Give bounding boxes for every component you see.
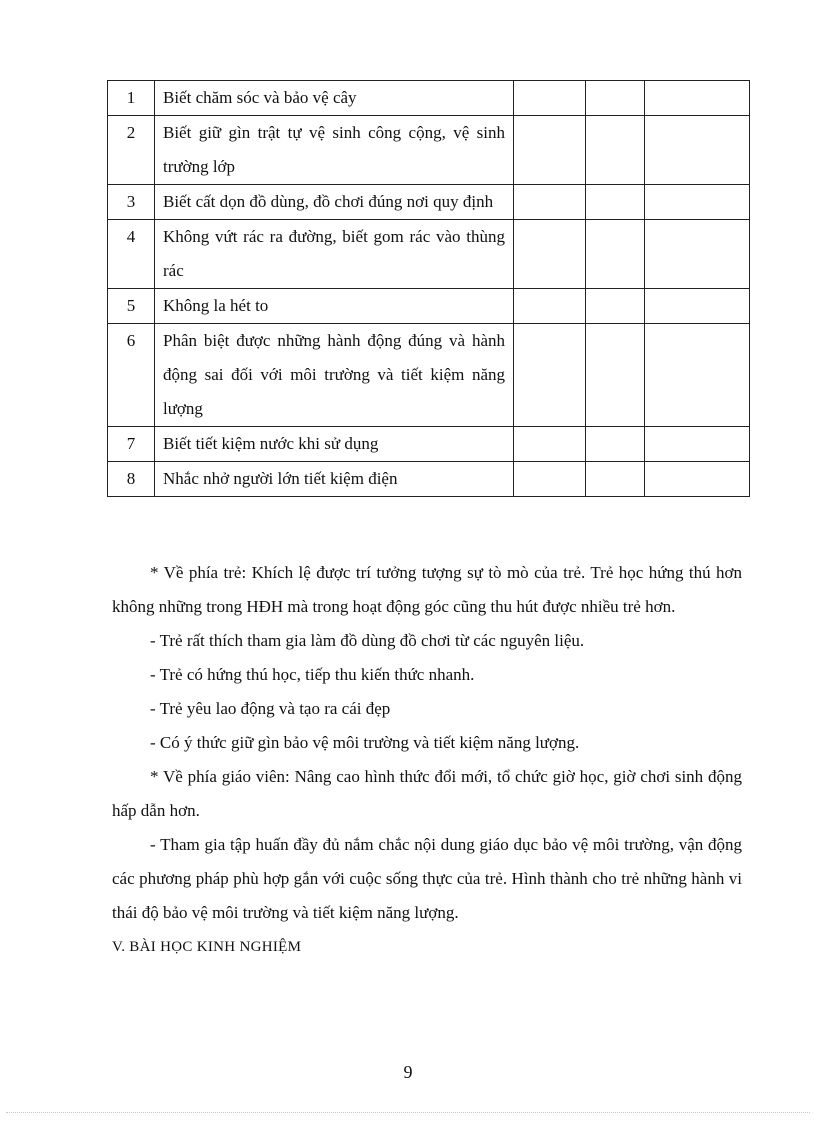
table-row <box>108 324 750 427</box>
table-row <box>108 81 750 116</box>
bullet-item: - Có ý thức giữ gìn bảo vệ môi trường và tiết kiệm năng lượng. <box>150 733 580 752</box>
row-number: 6 <box>108 324 155 427</box>
bullet-item: - Tham gia tập huấn đầy đủ nắm chắc nội dung giáo dục bảo vệ môi trường, vận động các phương pháp phù hợp gắn với cuộc sống thực của trẻ. Hình thành cho trẻ những hành vi thái độ bảo vệ môi trường và tiết kiệm năng lượng. <box>112 835 742 922</box>
paragraph-children-side: * Về phía trẻ: Khích lệ được trí tưởng tượng sự tò mò của trẻ. Trẻ học hứng thú hơn không những trong HĐH mà trong hoạt động góc cũng thu hút được nhiều trẻ hơn. <box>112 563 742 616</box>
row-number: 3 <box>108 185 155 220</box>
rating-cell <box>586 427 645 462</box>
rating-cell <box>645 427 750 462</box>
section-heading: V. BÀI HỌC KINH NGHIỆM <box>112 939 302 955</box>
rating-cell <box>645 220 750 289</box>
rating-cell <box>586 185 645 220</box>
row-number: 8 <box>108 462 155 497</box>
row-number: 5 <box>108 289 155 324</box>
rating-cell <box>586 81 645 116</box>
row-number: 7 <box>108 427 155 462</box>
row-criterion: Biết chăm sóc và bảo vệ cây <box>155 81 514 116</box>
rating-cell <box>645 116 750 185</box>
footer-divider <box>6 1112 810 1113</box>
rating-cell <box>645 81 750 116</box>
bullet-item: - Trẻ yêu lao động và tạo ra cái đẹp <box>150 699 391 718</box>
rating-cell <box>514 427 586 462</box>
table-row <box>108 427 750 462</box>
rating-cell <box>514 462 586 497</box>
rating-cell <box>645 462 750 497</box>
row-criterion: Biết tiết kiệm nước khi sử dụng <box>155 427 514 462</box>
table-row <box>108 220 750 289</box>
rating-cell <box>514 324 586 427</box>
row-criterion: Nhắc nhở người lớn tiết kiệm điện <box>155 462 514 497</box>
rating-cell <box>586 289 645 324</box>
row-criterion: Không vứt rác ra đường, biết gom rác vào thùng rác <box>155 220 514 289</box>
criteria-table <box>107 80 750 497</box>
table-row <box>108 185 750 220</box>
row-number: 1 <box>108 81 155 116</box>
rating-cell <box>514 289 586 324</box>
rating-cell <box>645 324 750 427</box>
table-row <box>108 116 750 185</box>
rating-cell <box>586 324 645 427</box>
rating-cell <box>645 185 750 220</box>
rating-cell <box>514 116 586 185</box>
rating-cell <box>586 462 645 497</box>
row-criterion: Phân biệt được những hành động đúng và hành động sai đối với môi trường và tiết kiệm năng lượng <box>155 324 514 427</box>
row-number: 2 <box>108 116 155 185</box>
table-row <box>108 462 750 497</box>
rating-cell <box>514 220 586 289</box>
rating-cell <box>514 81 586 116</box>
bullet-item: - Trẻ có hứng thú học, tiếp thu kiến thức nhanh. <box>150 665 475 684</box>
table-row <box>108 289 750 324</box>
row-criterion: Không la hét to <box>155 289 514 324</box>
row-criterion: Biết giữ gìn trật tự vệ sinh công cộng, vệ sinh trường lớp <box>155 116 514 185</box>
paragraph-teacher-side: * Về phía giáo viên: Nâng cao hình thức đổi mới, tổ chức giờ học, giờ chơi sinh động hấp dẫn hơn. <box>112 767 742 820</box>
rating-cell <box>514 185 586 220</box>
rating-cell <box>586 220 645 289</box>
rating-cell <box>586 116 645 185</box>
row-number: 4 <box>108 220 155 289</box>
bullet-item: - Trẻ rất thích tham gia làm đồ dùng đồ chơi từ các nguyên liệu. <box>150 631 585 650</box>
body-text <box>112 556 742 964</box>
rating-cell <box>645 289 750 324</box>
row-criterion: Biết cất dọn đồ dùng, đồ chơi đúng nơi quy định <box>155 185 514 220</box>
page-number: 9 <box>403 1062 413 1082</box>
